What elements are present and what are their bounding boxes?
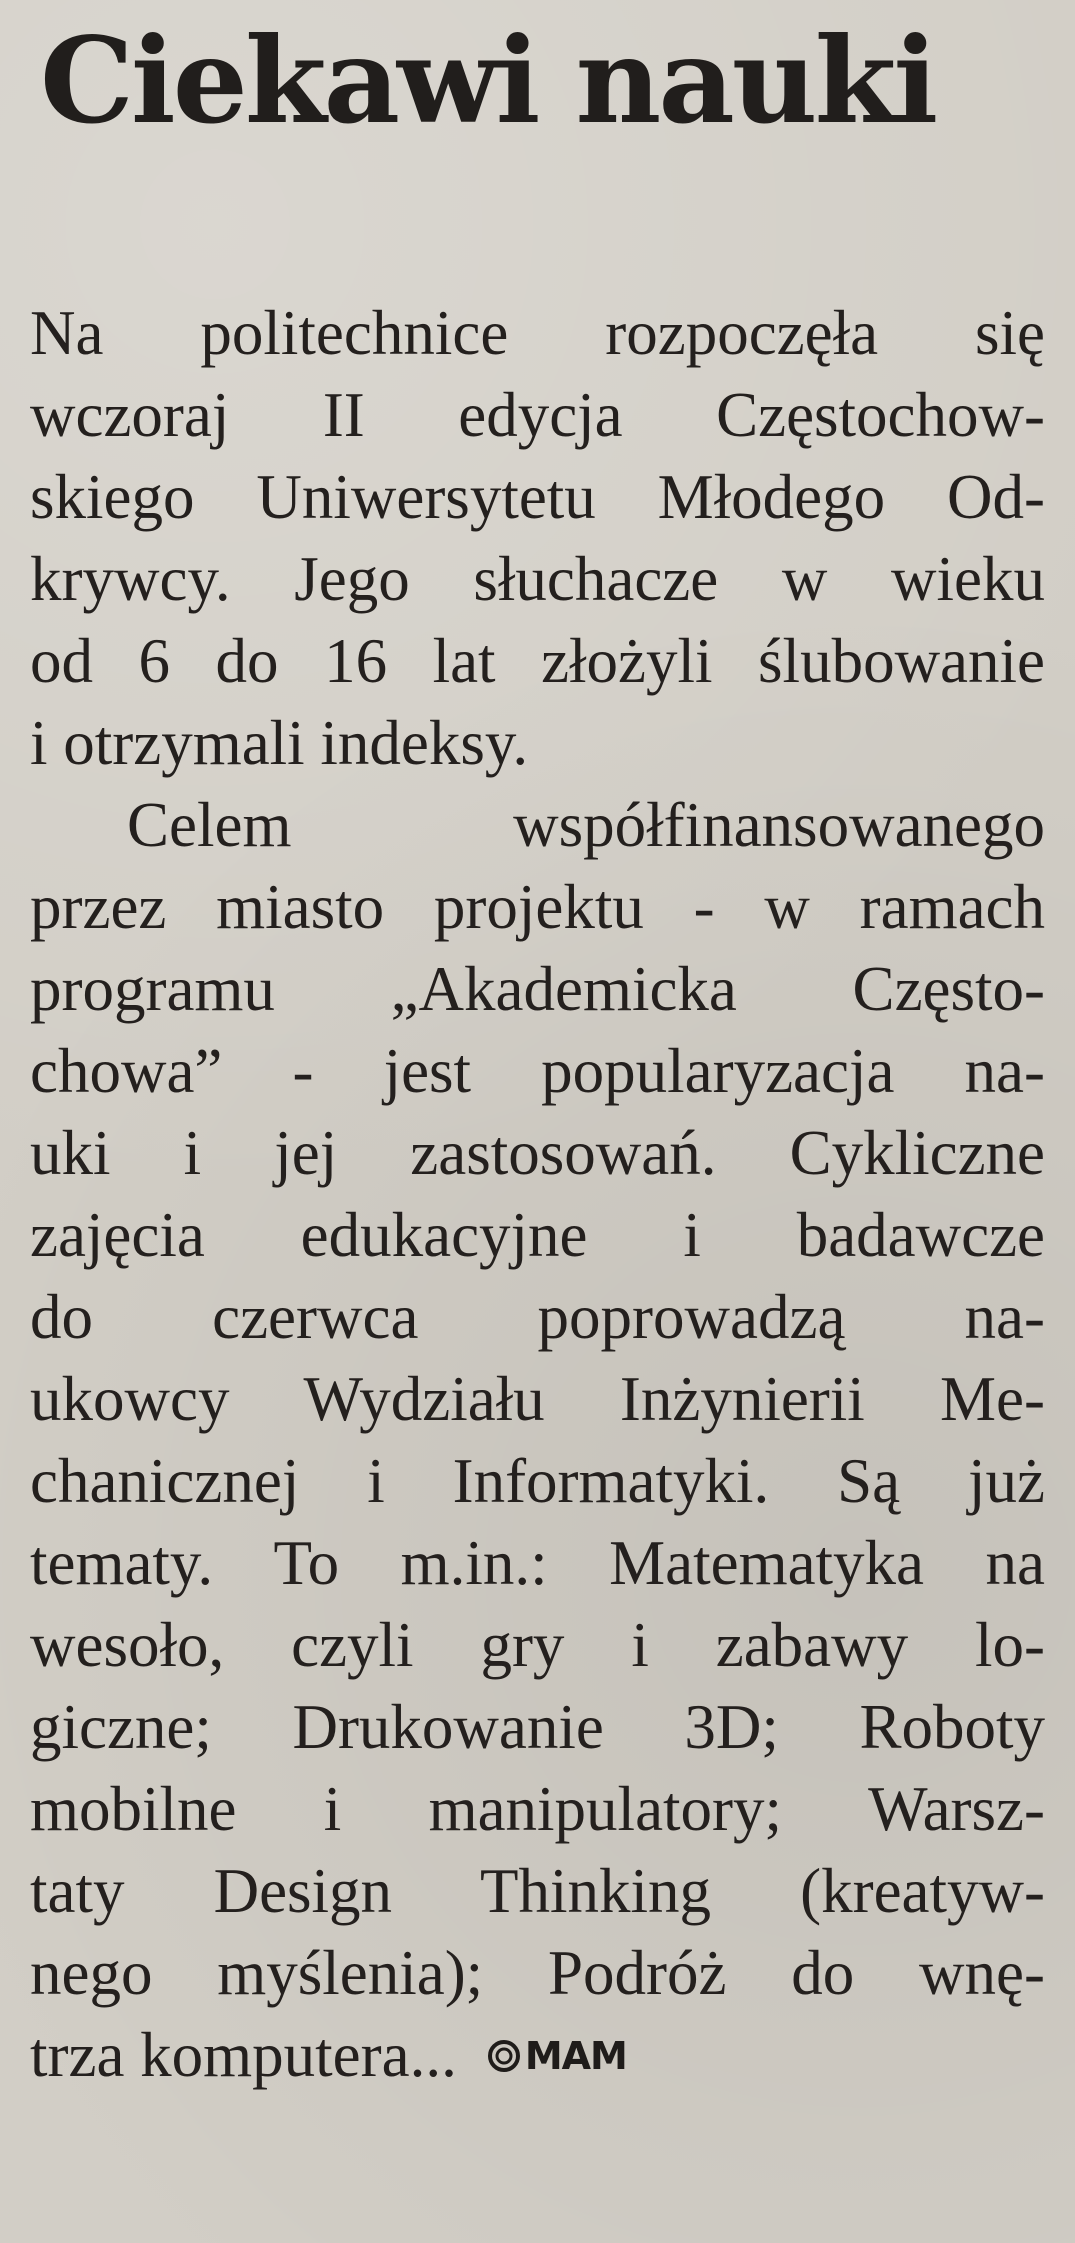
text-line: uki i jej zastosowań. Cykliczne [30,1118,1045,1188]
text-line: i otrzymali indeksy. [30,708,529,778]
paragraph-1 [30,292,1045,784]
author-signature [487,2015,627,2097]
text-line: do czerwca poprowadzą na- [30,1282,1045,1352]
last-text-line [30,2014,1045,2096]
text-line: tematy. To m.in.: Matematyka na [30,1528,1045,1598]
text-line: nego myślenia); Podróż do wnę- [30,1938,1045,2008]
text-line: programu „Akademicka Często- [30,954,1045,1024]
text-line: Celem współfinansowanego [127,790,1045,860]
text-line: wczoraj II edycja Częstochow- [30,380,1045,450]
text-line: ukowcy Wydziału Inżynierii Me- [30,1364,1045,1434]
author-initials: MAM [524,2033,627,2078]
text-line: zajęcia edukacyjne i badawcze [30,1200,1045,1270]
text-line: wesoło, czyli gry i zabawy lo- [30,1610,1045,1680]
text-line: krywcy. Jego słuchacze w wieku [30,544,1045,614]
text-line-content: trza komputera... [30,2020,457,2090]
text-line: chanicznej i Informatyki. Są już [30,1446,1045,1516]
headline: Ciekawi nauki [40,11,936,150]
text-line: przez miasto projektu - w ramach [30,872,1045,942]
copyright-circle-icon [487,2039,521,2073]
text-line: mobilne i manipulatory; Warsz- [30,1774,1045,1844]
text-line: skiego Uniwersytetu Młodego Od- [30,462,1045,532]
paragraph-2 [30,784,1045,2096]
text-line: chowa” - jest popularyzacja na- [30,1036,1045,1106]
text-line: Na politechnice rozpoczęła się [30,298,1045,368]
text-line: giczne; Drukowanie 3D; Roboty [30,1692,1045,1762]
article-body [30,292,1045,2096]
text-line: taty Design Thinking (kreatyw- [30,1856,1045,1926]
text-line: od 6 do 16 lat złożyli ślubowanie [30,626,1045,696]
